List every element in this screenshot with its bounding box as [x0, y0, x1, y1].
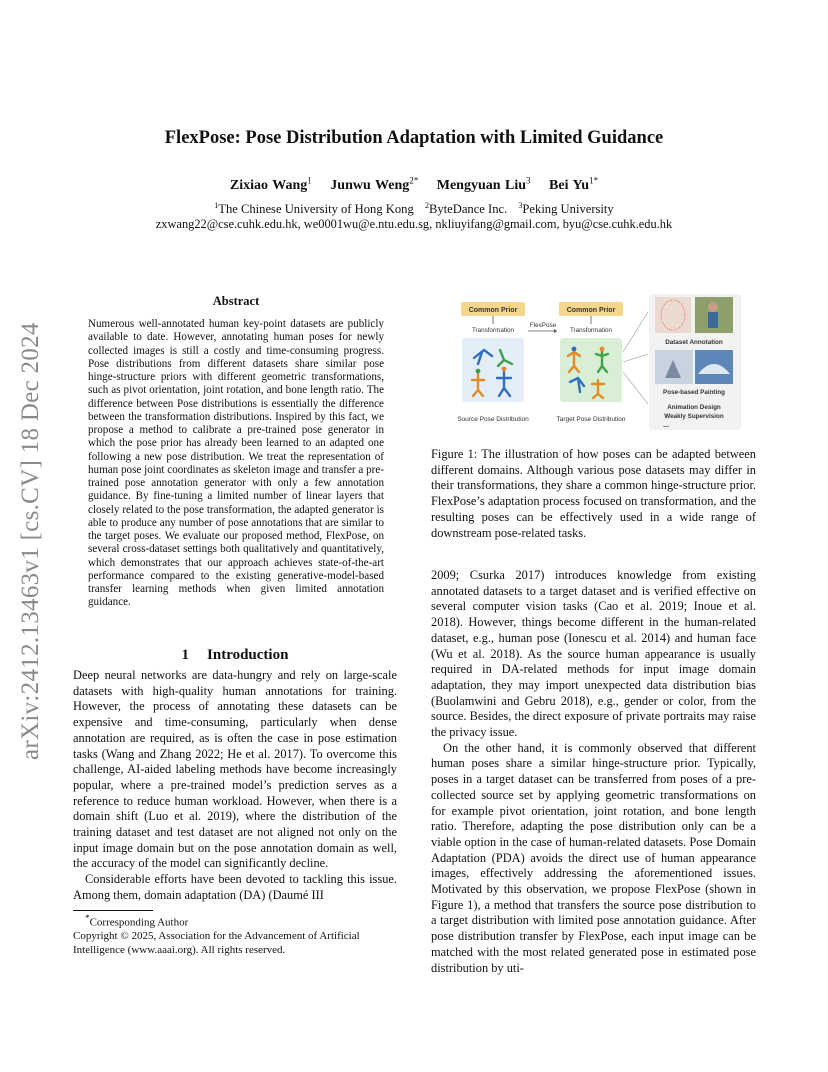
- author-emails: zxwang22@cse.cuhk.edu.hk, we0001wu@e.ntu.edu.sg, nkliuyifang@gmail.com, byu@cse.cuhk.edu.hk: [155, 217, 673, 231]
- more-apps-ellipsis: ...: [663, 422, 669, 429]
- author: Junwu Weng$^{2*}$: [330, 175, 419, 193]
- source-distribution-label: Source Pose Distribution: [457, 416, 529, 423]
- source-panel: [462, 338, 524, 402]
- transformation-label: Transformation: [471, 327, 515, 334]
- flexpose-label: FlexPose: [529, 322, 557, 329]
- animation-design-label: Animation Design: [667, 404, 721, 411]
- author-list: [0, 175, 828, 194]
- dataset-annotation-label: Dataset Annotation: [665, 339, 723, 346]
- arxiv-stamp: arXiv:2412.13463v1 [cs.CV] 18 Dec 2024: [17, 322, 44, 760]
- author: Zixiao Wang$^1$: [229, 175, 312, 193]
- affiliations: [0, 201, 828, 217]
- figure-caption: Figure 1: The illustration of how poses can be adapted between different domains. Although various pose datasets may differ in their transformations, they share a common hinge-structure prior. FlexPose’s adaptation process focused on transformation, and the resulting poses can be effectively used in a wide range of downstream pose-related tasks.: [431, 447, 756, 540]
- copyright-note: Copyright © 2025, Association for the Advancement of Artificial Intelligence (www.aaai.org). All rights reserved.: [73, 930, 360, 956]
- footnote: [73, 912, 397, 957]
- paragraph: On the other hand, it is commonly observed that different human poses share a similar hinge-structure prior. Typically, poses in a target dataset can be transferred from poses of a pre-collected source set by applying geometric transformations on for example pivot orientation, joint rotation, and bone length ratio. Therefore, adapting the pose distribution only can be a viable option in the case of human-related datasets. Pose Domain Adaptation (PDA) avoids the direct use of human appearance images, effectively addressing the aforementioned issues. Motivated by this observation, we propose FlexPose (shown in Figure 1), a method that transfers the source pose distribution to a target distribution with limited pose annotation guidance. After pose distribution transfer by FlexPose, each input image can be matched with the most related generated pose in estimated pose distribution by uti-: [431, 740, 756, 975]
- author: Mengyuan Liu$^3$: [436, 175, 531, 193]
- paragraph: 2009; Csurka 2017) introduces knowledge from existing annotated datasets to a target dataset and is verified effective on several computer vision tasks (Cao et al. 2019; Inoue et al. 2018). However, things become different in the human-related dataset, e.g., human pose (Ionescu et al. 2014) and human face (Wu et al. 2018). As the source human appearance is usually required in DA-related methods for input image domain adaptation, they may import unexpected data distribution bias (Buolamwini and Gebru 2018), e.g., gender or color, from the source. Besides, the direct exposure of private portraits may raise the privacy issue.: [431, 568, 756, 740]
- author: Bei $Yu^{1*}$: [549, 175, 599, 193]
- common-prior-label: Common Prior: [468, 307, 518, 314]
- abstract-heading: Abstract: [212, 294, 260, 308]
- paragraph: Considerable efforts have been devoted to tackling this issue. Among them, domain adaptation (DA) (Daumé III: [73, 872, 397, 902]
- abstract-text: Numerous well-annotated human key-point datasets are publicly available to date. However, annotating human poses for newly collected images is still a costly and time-consuming progress. Pose distributions from different datasets share similar pose hinge-structure priors with different geometric transformations, such as pivot orientation, joint rotation, and bone length ratio. The difference between Pose distributions is essentially the difference between the transformation distributions. Inspired by this fact, we propose a method to calibrate a pre-trained pose generator in which the pose prior has already been learned to an adapted one following a new pose distribution. We treat the representation of human pose joint coordinates as skeleton image and transfer a pre-trained pose annotation generator with only a few annotation guidance. By fine-tuning a limited number of linear layers that closely related to the pose transformation, the adapted generator is able to produce any number of pose annotations that are similar to the target poses. We evaluate our proposed method, FlexPose, on several cross-dataset settings both qualitatively and quantitatively, which demonstrates that our approach achieves state-of-the-art performance compared to the existing generative-model-based transfer learning methods when given limited annotation guidance.: [88, 318, 384, 609]
- transformation-label: Transformation: [569, 327, 613, 334]
- arrowhead-icon: [554, 329, 557, 333]
- paragraph: Deep neural networks are data-hungry and rely on large-scale datasets with high-quality human annotations for training. However, the process of annotating these datasets can be expensive and time-consuming, particularly when dense annotation are required, as is often the case in pose estimation tasks (Wang and Zhang 2022; He et al. 2017). To overcome this challenge, AI-aided labeling methods have become increasingly popular, where a pre-trained model’s prediction serves as a reference to reduce human workload. However, when there is a domain shift (Luo et al. 2019), where the distribution of the training dataset and test dataset are not aligned not only on the input image domain but on the pose annotation domain as well, the accuracy of the model can significantly decline.: [73, 668, 397, 871]
- footnote-rule: [73, 910, 153, 911]
- affiliation: $^1$The Chinese University of Hong Kong: [214, 201, 414, 217]
- section-title: Introduction: [207, 647, 289, 663]
- introduction-body: [73, 668, 397, 904]
- target-distribution-label: Target Pose Distribution: [556, 416, 626, 423]
- affiliation: $^3$Peking University: [518, 201, 614, 217]
- weak-supervision-label: Weakly Supervision: [664, 413, 724, 420]
- face-annotation-image: [655, 297, 691, 333]
- corresponding-note: *Corresponding Author: [85, 913, 189, 929]
- affiliation: $^2$ByteDance Inc.: [424, 201, 508, 217]
- pose-painting-label: Pose-based Painting: [663, 389, 725, 396]
- figure-1: [450, 292, 745, 432]
- right-column-body: [431, 568, 756, 976]
- section-heading: [73, 647, 397, 664]
- section-number: 1: [181, 647, 190, 663]
- paper-title: FlexPose: Pose Distribution Adaptation with Limited Guidance: [164, 128, 664, 148]
- connector-lines: [623, 312, 648, 404]
- common-prior-label: Common Prior: [566, 307, 616, 314]
